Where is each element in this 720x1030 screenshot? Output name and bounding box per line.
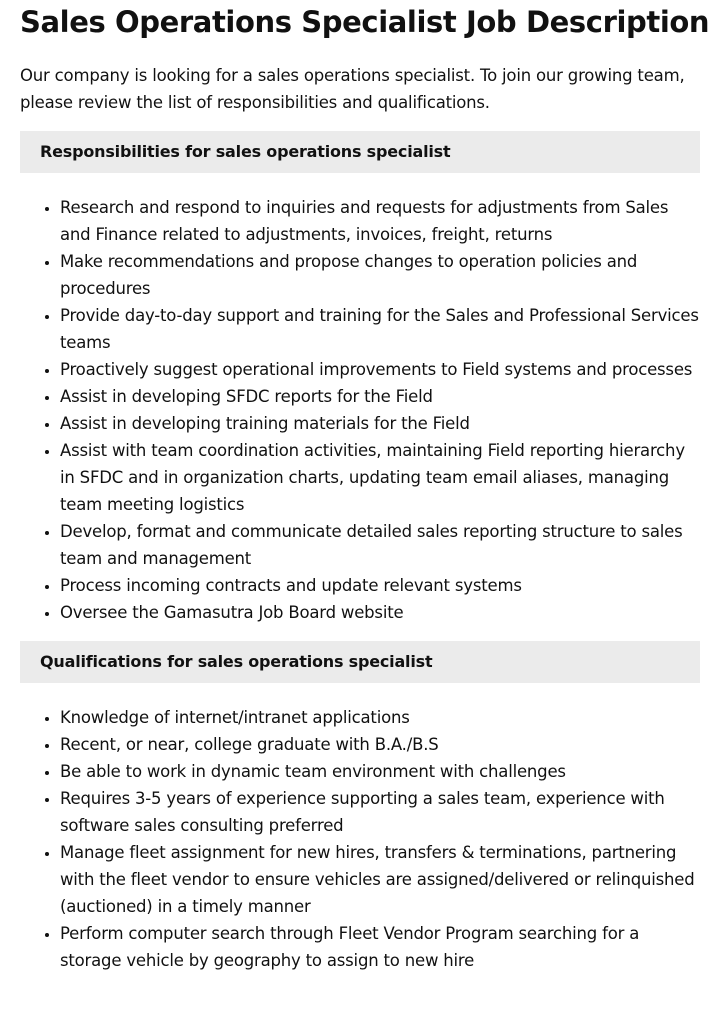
intro-paragraph: Our company is looking for a sales operations specialist. To join our growing team, please review the list of responsibilities and qualifications.: [20, 66, 685, 112]
page-title: Sales Operations Specialist Job Description: [20, 5, 710, 39]
qualification-item: • Requires 3-5 years of experience supporting a sales team, experience with software sales consulting preferred: [60, 785, 700, 839]
qualification-item: • Manage fleet assignment for new hires, transfers & terminations, partnering with the fleet vendor to ensure vehicles are assigned/delivered or relinquished (auctioned) in a timely manner: [60, 839, 700, 920]
responsibility-item: • Process incoming contracts and update relevant systems: [60, 572, 700, 599]
responsibility-item: • Provide day-to-day support and training for the Sales and Professional Services teams: [60, 302, 700, 356]
responsibility-item: • Proactively suggest operational improvements to Field systems and processes: [60, 356, 700, 383]
qualifications-list: [20, 704, 700, 974]
responsibilities-list: [20, 194, 700, 626]
qualification-item: • Recent, or near, college graduate with B.A./B.S: [60, 731, 700, 758]
responsibility-item: • Develop, format and communicate detailed sales reporting structure to sales team and management: [60, 518, 700, 572]
qualification-item: • Perform computer search through Fleet Vendor Program searching for a storage vehicle by geography to assign to new hire: [60, 920, 700, 974]
responsibility-item: • Assist with team coordination activities, maintaining Field reporting hierarchy in SFDC and in organization charts, updating team email aliases, managing team meeting logistics: [60, 437, 700, 518]
responsibility-item: • Assist in developing SFDC reports for the Field: [60, 383, 700, 410]
responsibility-item: • Research and respond to inquiries and requests for adjustments from Sales and Finance related to adjustments, invoices, freight, returns: [60, 194, 700, 248]
qualification-item: • Knowledge of internet/intranet applications: [60, 704, 700, 731]
qualification-item: • Be able to work in dynamic team environment with challenges: [60, 758, 700, 785]
responsibility-item: • Oversee the Gamasutra Job Board website: [60, 599, 700, 626]
qualifications-heading: Qualifications for sales operations specialist: [20, 641, 700, 683]
responsibilities-heading: Responsibilities for sales operations specialist: [20, 131, 700, 173]
responsibility-item: • Make recommendations and propose changes to operation policies and procedures: [60, 248, 700, 302]
responsibility-item: • Assist in developing training materials for the Field: [60, 410, 700, 437]
